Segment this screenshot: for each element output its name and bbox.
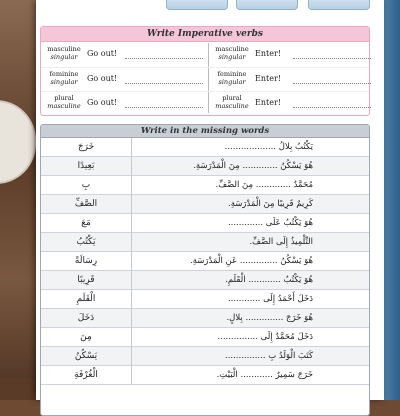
sentence[interactable]: كَرِيمٌ قَرِيبًا مِنَ الْمَدْرَسَةِ. (228, 199, 313, 209)
sentence[interactable]: هُوَ يَكْتُبُ ............ الْقَلَمِ. (225, 275, 313, 285)
verb-prompt: Enter! (255, 98, 281, 107)
word-option: الصَّفِّ (41, 195, 132, 213)
gender-label: feminine (217, 70, 247, 78)
exercise-row (41, 214, 369, 233)
exercise-row (41, 347, 369, 366)
sentence[interactable]: دَخَلَ مُحَمَّدٌ إِلَى ............... (217, 332, 313, 342)
word-option: دَخَلَ (41, 309, 132, 327)
gender-label: plural (54, 94, 74, 102)
word-option: يَكْتُبُ (41, 233, 132, 251)
word-option: يَسْكُنُ (41, 347, 132, 365)
exercise-row (41, 233, 369, 252)
top-tab-1[interactable] (166, 0, 228, 10)
sentence[interactable]: هُوَ خَرَجَ .............. بِلالٍ. (226, 313, 313, 323)
desk-background (0, 0, 36, 400)
exercise-row (41, 271, 369, 290)
answer-blank[interactable] (293, 83, 371, 84)
number-label: masculine (215, 102, 249, 110)
exercise-row (41, 157, 369, 176)
verb-prompt: Enter! (255, 49, 281, 58)
sentence[interactable]: دَخَلَ أَحْمَدُ إِلَى ............ (227, 294, 313, 304)
answer-blank[interactable] (125, 58, 203, 59)
imperative-row (41, 43, 369, 67)
word-option: مِنَ (41, 328, 132, 346)
verb-prompt: Go out! (87, 74, 118, 83)
worksheet-page (36, 0, 384, 400)
sentence[interactable]: مُحَمَّدٌ ............. مِنَ الصَّفِّ. (215, 180, 313, 190)
exercise-row (41, 290, 369, 309)
sentence[interactable]: يَكْتُبُ بِلالُ ................... (224, 142, 313, 152)
gender-label: feminine (49, 70, 79, 78)
exercise-row (41, 195, 369, 214)
answer-blank[interactable] (293, 58, 371, 59)
number-label: masculine (47, 102, 81, 110)
sentence[interactable]: خَرَجَ سَمِيرٌ ............ الْبَيْتِ. (216, 370, 313, 380)
exercise-row (41, 252, 369, 271)
imperative-row (41, 91, 369, 116)
word-option: الْغُرْفَةِ (41, 366, 132, 384)
sentence[interactable]: التِّلْمِيذُ إِلَى الصَّفِّ. (249, 237, 313, 247)
exercise-row (41, 176, 369, 195)
word-option: مَعَ (41, 214, 132, 232)
sentence[interactable]: كَتَبَ الْوَلَدُ بِ ............... (225, 351, 313, 361)
top-tab-2[interactable] (236, 0, 298, 10)
number-label: singular (50, 78, 78, 86)
sentence[interactable]: هُوَ يَسْكُنُ .............. عَنِ الْمَدْرَسَةِ. (190, 256, 313, 266)
number-label: singular (50, 53, 78, 61)
missing-words-section (40, 124, 370, 416)
word-option: رِسَالَةً (41, 252, 132, 270)
top-tab-3[interactable] (308, 0, 370, 10)
gender-label: plural (222, 94, 242, 102)
word-option: الْقَلَمِ (41, 290, 132, 308)
book-edge (384, 0, 400, 400)
imperative-title: Write Imperative verbs (41, 27, 369, 42)
exercise-row (41, 309, 369, 328)
imperative-section (40, 26, 370, 116)
answer-blank[interactable] (125, 107, 203, 108)
sentence[interactable]: هُوَ يَسْكُنُ ............. مِنَ الْمَدْرَسَةِ. (193, 161, 313, 171)
word-option: قَرِيبًا (41, 271, 132, 289)
word-option: بِ (41, 176, 132, 194)
missing-words-title: Write in the missing words (41, 125, 369, 138)
verb-prompt: Go out! (87, 49, 118, 58)
exercise-row (41, 138, 369, 157)
answer-blank[interactable] (293, 107, 371, 108)
word-option: بَعِيدًا (41, 157, 132, 175)
answer-blank[interactable] (125, 83, 203, 84)
word-option: خَرَجَ (41, 138, 132, 156)
number-label: singular (218, 78, 246, 86)
number-label: singular (218, 53, 246, 61)
gender-label: masculine (215, 45, 249, 53)
verb-prompt: Enter! (255, 74, 281, 83)
exercise-row (41, 328, 369, 347)
verb-prompt: Go out! (87, 98, 118, 107)
sentence[interactable]: هُوَ يَكْتُبُ عَلَى ............. (227, 218, 313, 228)
imperative-row (41, 67, 369, 92)
exercise-row (41, 366, 369, 385)
gender-label: masculine (47, 45, 81, 53)
